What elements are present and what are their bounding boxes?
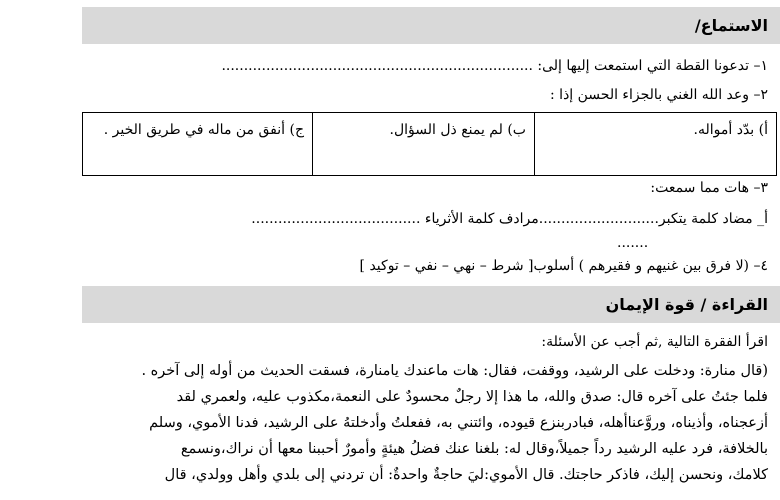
listening-section-header — [82, 7, 780, 44]
choice-c[interactable]: ج) أنفق من ماله في طريق الخير . — [83, 113, 313, 176]
question-3a-text: أ_ مضاد كلمة يتكبر...........................مرادف كلمة الأثرياء ...................................... — [251, 211, 768, 227]
question-4-text: ٤– (لا فرق بين غنيهم و فقيرهم ) أسلوب[ شرط – نهي – نفي – توكيد ] — [359, 258, 768, 274]
question-1-answer-dots: ...................................................................... — [221, 58, 533, 74]
listening-header-text: الاستماع/ — [694, 16, 768, 35]
passage-line-1: (قال منارة: ودخلت على الرشيد، ووقفت، فقال: هات ماعندك يامنارة، فسقت الحديث من أوله إلى آخره . — [141, 363, 768, 379]
question-4 — [82, 256, 768, 276]
question-3a — [82, 209, 768, 229]
question-3-extra-dots: ....... — [617, 235, 649, 251]
question-2 — [82, 85, 768, 105]
question-1 — [82, 56, 768, 76]
reading-instruction-text: اقرأ الفقرة التالية ,ثم أجب عن الأسئلة: — [541, 334, 768, 350]
choice-a[interactable]: أ) بدّد أمواله. — [535, 113, 777, 176]
reading-instruction — [82, 332, 768, 352]
reading-header-text: القراءة / قوة الإيمان — [605, 295, 768, 314]
choices-table — [82, 112, 777, 176]
passage-line-4: بالخلافة، فرد عليه الرشيد رداً جميلاً،وقال له: بلغنا عنك فضلُ هيئةٍ وأمورٌ أحببنا معها أن نراك،ونسمع — [180, 441, 768, 457]
passage-line-3: أزعجناه، وأذيناه، وروَّعناأهله، فبادربنزع قيوده، وائتني به، ففعلتُ وأدخلتهُ على الرشيد، فدنا الأموي، وسلم — [149, 415, 768, 431]
question-2-text: ٢– وعد الله الغني بالجزاء الحسن إذا : — [550, 87, 768, 103]
question-1-text: ١– تدعونا القطة التي استمعت إليها إلى: — [537, 58, 768, 74]
choice-b[interactable]: ب) لم يمنع ذل السؤال. — [313, 113, 535, 176]
reading-section-header — [82, 286, 780, 323]
question-3 — [82, 178, 768, 198]
passage-line-2: فلما جئتُ على آخره قال: صدق والله، ما هذا إلا رجلٌ محسودٌ على النعمة،مكذوب عليه، ولعمري لقد — [176, 389, 768, 405]
passage-line-5: كلامك، ونحسن إليك، فاذكر حاجتك. قال الأموي:ليَ حاجةٌ واحدةٌ: أن تردني إلى بلدي وأهل وولدي، قال — [164, 467, 768, 483]
question-3-text: ٣– هات مما سمعت: — [650, 180, 768, 196]
